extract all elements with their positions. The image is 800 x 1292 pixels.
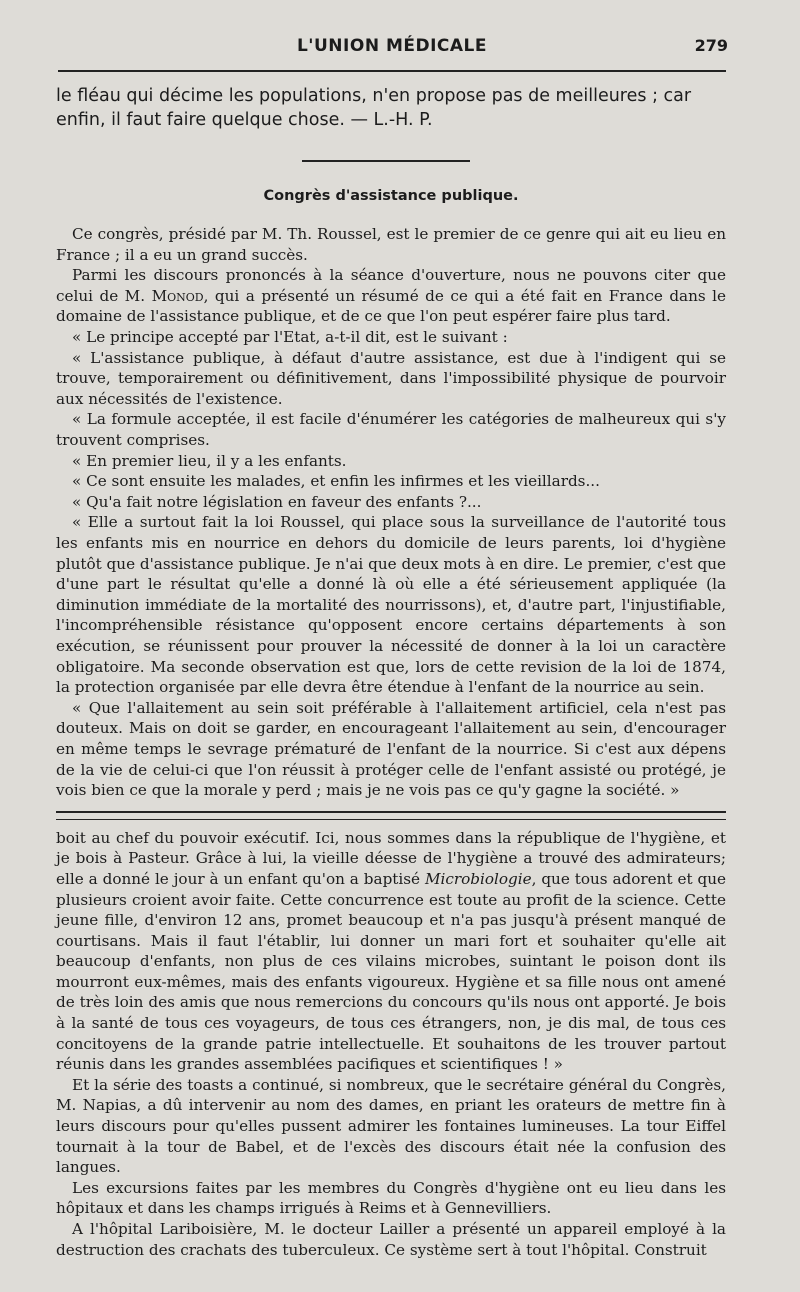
paragraph: « Que l'allaitement au sein soit préférable à l'allaitement artificiel, cela n'est pas douteux. Mais on doit se garder, en encourageant l'allaitement au sein, d'encourager en même temps le sevrage prématuré de l'enfant de la nourrice. Si c'est aux dépens de la vie de celui-ci que l'on réussit à protéger celle de l'enfant assisté ou protégé, je vois bien ce que la morale y perd ; mais je ne vois pas ce qu'y gagne la société. » (56, 698, 726, 800)
italic-term: Microbiologie (424, 869, 532, 888)
text-run: , qui a présenté un résumé de ce qui a été fait en France dans le domaine de l'assistance publique, et de ce que l'on peut espérer faire plus tard. (56, 286, 727, 326)
section-title: Congrès d'assistance publique. (263, 187, 519, 204)
paragraph: A l'hôpital Lariboisière, M. le docteur Lailler a présenté un appareil employé à la destruction des crachats des tuberculeux. Ce système sert à tout l'hôpital. Construit (56, 1220, 726, 1259)
paragraph: « La formule acceptée, il est facile d'énumérer les catégories de malheureux qui s'y trouvent comprises. (56, 410, 726, 450)
paragraph (56, 828, 726, 1075)
paragraph: Ce congrès, présidé par M. Th. Roussel, est le premier de ce genre qui ait eu lieu en France ; il a eu un grand succès. (56, 225, 726, 264)
paragraph: « Elle a surtout fait la loi Roussel, qui place sous la surveillance de l'autorité tous les enfants mis en nourrice en dehors du domicile de leurs parents, loi d'hygiène plutôt que d'assistance publique. Je n'ai que deux mots à en dire. Le premier, c'est que d'une part le résultat qu'elle a donné là où elle a été sérieusement appliquée (la diminution immédiate de la mortalité des nourrissons), et, d'autre part, l'injustifiable, l'incompréhensible résistance qu'opposent encore certains départements à son exécution, se réunissent pour prouver la nécessité de donner à la loi un caractère obligatoire. Ma seconde observation est que, lors de cette revision de la loi de 1874, la protection organisée par elle devra être étendue à l'enfant de la nourrice au sein. (56, 513, 726, 697)
text-run: Parmi les discours prononcés à la séance d'ouverture, nous ne pouvons citer que celui de M. (56, 266, 726, 305)
page-header (56, 36, 728, 62)
header-rule (58, 70, 726, 72)
paragraph: Les excursions faites par les membres du Congrès d'hygiène ont eu lieu dans les hôpitaux et dans les champs irrigués à Reims et à Gennevilliers. (56, 1178, 726, 1218)
paragraph: « L'assistance publique, à défaut d'autre assistance, est due à l'indigent qui se trouve, temporairement ou définitivement, dans l'impossibilité physique de pourvoir aux nécessités de l'existence. (56, 348, 726, 408)
page-number: 279 (694, 36, 728, 55)
paragraph: « Ce sont ensuite les malades, et enfin les infirmes et les vieillards... (72, 472, 600, 491)
text-run: boit au chef du pouvoir exécutif. Ici, nous sommes dans la république de l'hygiène, et je bois à Pasteur. Grâce à lui, la vieille déesse de l'hygiène a trouvé des admirateurs; elle a donné le jour à un enfant qu'on a baptisé (56, 828, 726, 888)
paragraph: « En premier lieu, il y a les enfants. (72, 451, 347, 470)
intro-paragraph: le fléau qui décime les populations, n'en propose pas de meilleures ; car enfin, il faut faire quelque chose. — L.-H. P. (56, 86, 692, 130)
running-title: L'UNION MÉDICALE (296, 36, 488, 56)
feuilleton-column (56, 828, 726, 1260)
person-name: Monod (151, 286, 204, 305)
section-divider (302, 160, 470, 162)
page-body (56, 84, 726, 1260)
paragraph (56, 265, 726, 327)
paragraph: « Le principe accepté par l'Etat, a-t-il dit, est le suivant : (72, 328, 508, 347)
text-run: , que tous adorent et que plusieurs croient avoir faite. Cette concurrence est toute au profit de la science. Cette jeune fille, d'environ 12 ans, promet beaucoup et n'a pas jusqu'à présent manqué de courtisans. Mais il faut l'établir, lui donner un mari fort et souhaiter qu'elle ait beaucoup d'enfants, non plus de ces vilains microbes, suintant le poison dont ils mourront eux-mêmes, mais des enfants vigoureux. Hygiène et sa fille nous ont amené de très loin des amis que nous remercions du concours qu'ils nous ont apporté. Je bois à la santé de tous ces voyageurs, de tous ces étrangers, non, je dis mal, de tous ces concitoyens de la grande patrie intellectuelle. Et souhaitons de les trouver partout réunis dans les grandes assemblées pacifiques et scientifiques ! » (56, 869, 726, 1074)
paragraph: « Qu'a fait notre législation en faveur des enfants ?... (72, 492, 482, 511)
feuilleton-separator (56, 811, 726, 820)
paragraph: Et la série des toasts a continué, si nombreux, que le secrétaire général du Congrès, M. Napias, a dû intervenir au nom des dames, en priant les orateurs de mettre fin à leurs discours pour qu'elles pussent admirer les fontaines lumineuses. La tour Eiffel tournait à la tour de Babel, et de l'excès des discours était née la confusion des langues. (56, 1075, 726, 1177)
